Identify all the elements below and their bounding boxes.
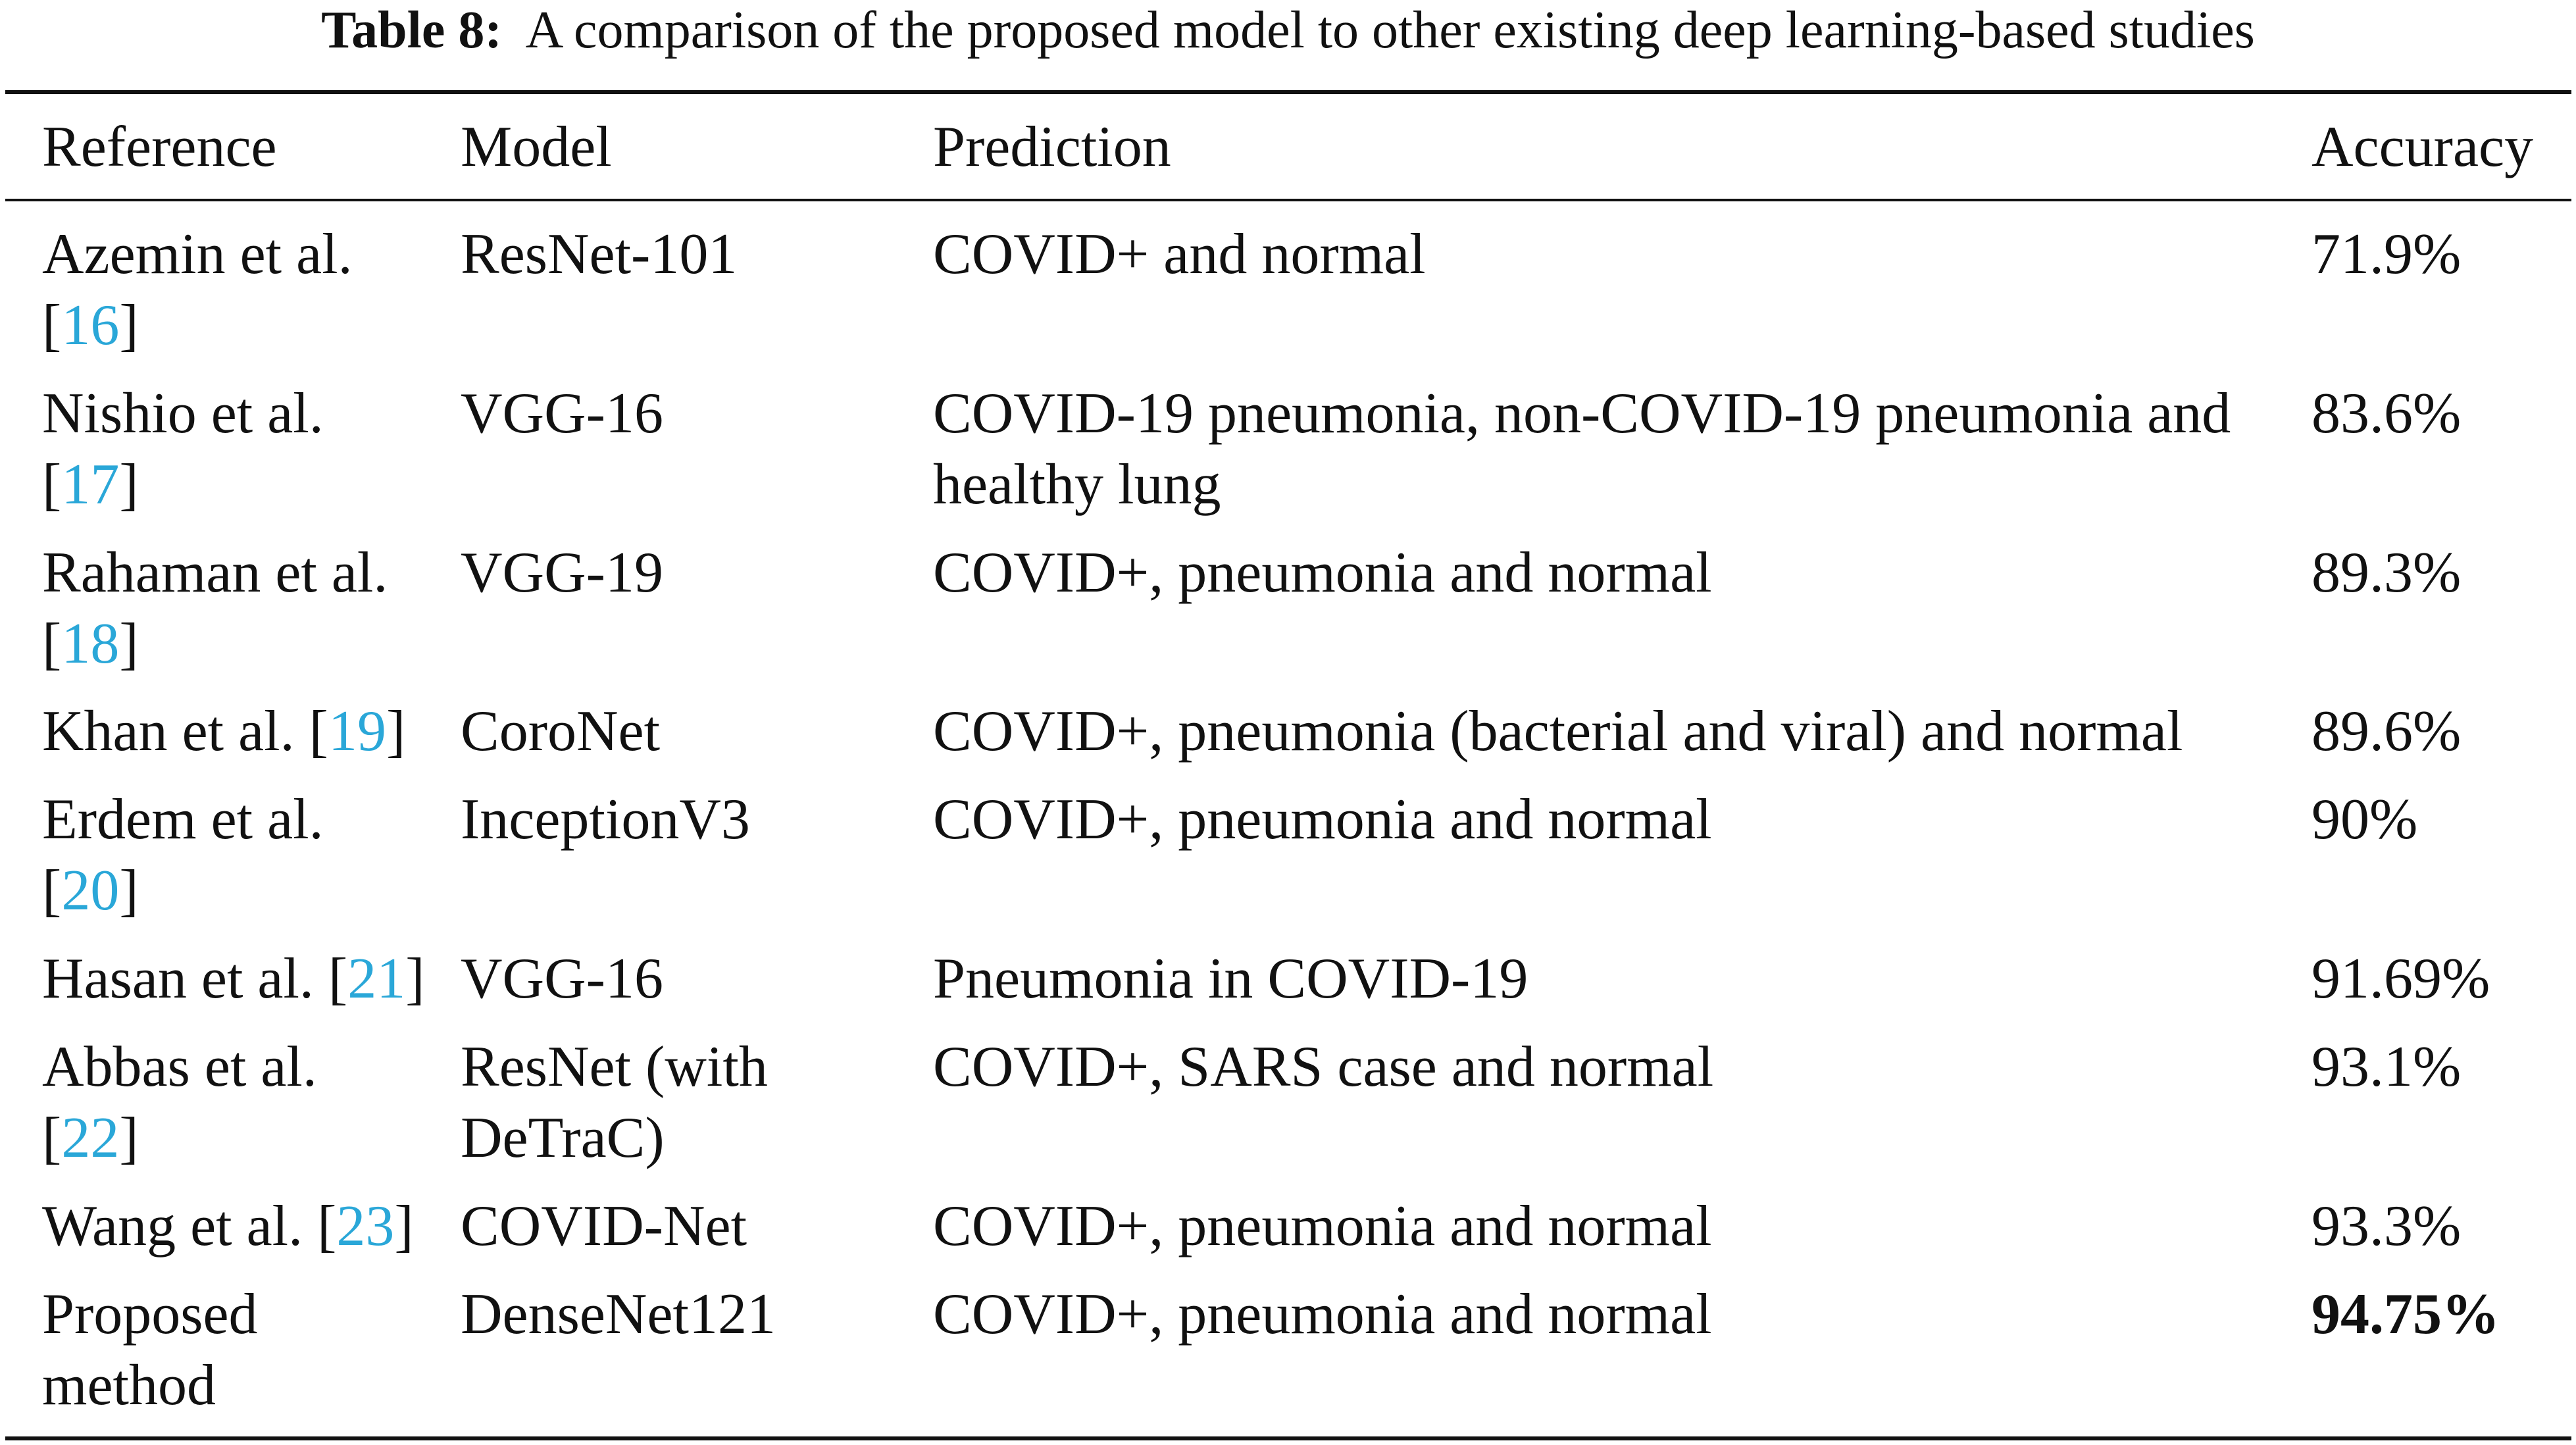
accuracy-cell: 89.6%: [2311, 699, 2462, 763]
bottom-rule: [5, 1436, 2571, 1440]
model-cell: COVID-Net: [461, 1194, 747, 1258]
model-cell: DenseNet121: [461, 1282, 776, 1346]
prediction-cell: COVID+, pneumonia and normal: [933, 788, 1712, 851]
header-prediction: Prediction: [933, 115, 1171, 179]
header-accuracy: Accuracy: [2311, 115, 2534, 179]
header-rule: [5, 199, 2571, 201]
reference-cell: Abbas et al. [22]: [42, 1035, 317, 1170]
table-caption-text: A comparison of the proposed model to other existing deep learning-based studies: [525, 1, 2255, 59]
reference-cell: Hasan et al. [21]: [42, 947, 425, 1011]
prediction-cell: Pneumonia in COVID-19: [933, 947, 1528, 1011]
citation-link[interactable]: 18: [61, 612, 120, 676]
reference-cell: Erdem et al. [20]: [42, 788, 324, 923]
header-reference: Reference: [42, 115, 277, 179]
accuracy-cell: 71.9%: [2311, 222, 2462, 286]
accuracy-cell: 93.1%: [2311, 1035, 2462, 1099]
model-cell: ResNet (with DeTraC): [461, 1035, 768, 1170]
citation-link[interactable]: 23: [336, 1194, 395, 1258]
citation-link[interactable]: 16: [61, 293, 120, 357]
header-model: Model: [461, 115, 612, 179]
model-cell: VGG-16: [461, 947, 663, 1011]
model-cell: ResNet-101: [461, 222, 738, 286]
reference-cell: Khan et al. [19]: [42, 699, 406, 763]
prediction-cell: COVID-19 pneumonia, non-COVID-19 pneumonia and healthy lung: [933, 382, 2231, 517]
model-cell: CoroNet: [461, 699, 661, 763]
accuracy-cell: 83.6%: [2311, 382, 2462, 445]
model-cell: InceptionV3: [461, 788, 750, 851]
prediction-cell: COVID+, pneumonia and normal: [933, 541, 1712, 605]
citation-link[interactable]: 22: [61, 1106, 120, 1170]
accuracy-cell: 93.3%: [2311, 1194, 2462, 1258]
accuracy-cell-best: 94.75%: [2311, 1282, 2500, 1346]
prediction-cell: COVID+, SARS case and normal: [933, 1035, 1714, 1099]
reference-cell: Proposed method: [42, 1282, 258, 1417]
accuracy-cell: 90%: [2311, 788, 2418, 851]
prediction-cell: COVID+, pneumonia (bacterial and viral) and normal: [933, 699, 2183, 763]
reference-cell: Wang et al. [23]: [42, 1194, 414, 1258]
accuracy-cell: 89.3%: [2311, 541, 2462, 605]
table-caption-label: Table 8:: [321, 1, 502, 59]
citation-link[interactable]: 20: [61, 859, 120, 923]
citation-link[interactable]: 21: [347, 947, 406, 1011]
prediction-cell: COVID+, pneumonia and normal: [933, 1282, 1712, 1346]
reference-cell: Nishio et al. [17]: [42, 382, 324, 517]
prediction-cell: COVID+, pneumonia and normal: [933, 1194, 1712, 1258]
citation-link[interactable]: 17: [61, 453, 120, 517]
prediction-cell: COVID+ and normal: [933, 222, 1426, 286]
citation-link[interactable]: 19: [328, 699, 386, 763]
reference-cell: Azemin et al. [16]: [42, 222, 353, 357]
reference-cell: Rahaman et al. [18]: [42, 541, 388, 676]
model-cell: VGG-16: [461, 382, 663, 445]
table-caption: [0, 0, 2576, 72]
model-cell: VGG-19: [461, 541, 663, 605]
accuracy-cell: 91.69%: [2311, 947, 2490, 1011]
top-rule: [5, 90, 2571, 94]
